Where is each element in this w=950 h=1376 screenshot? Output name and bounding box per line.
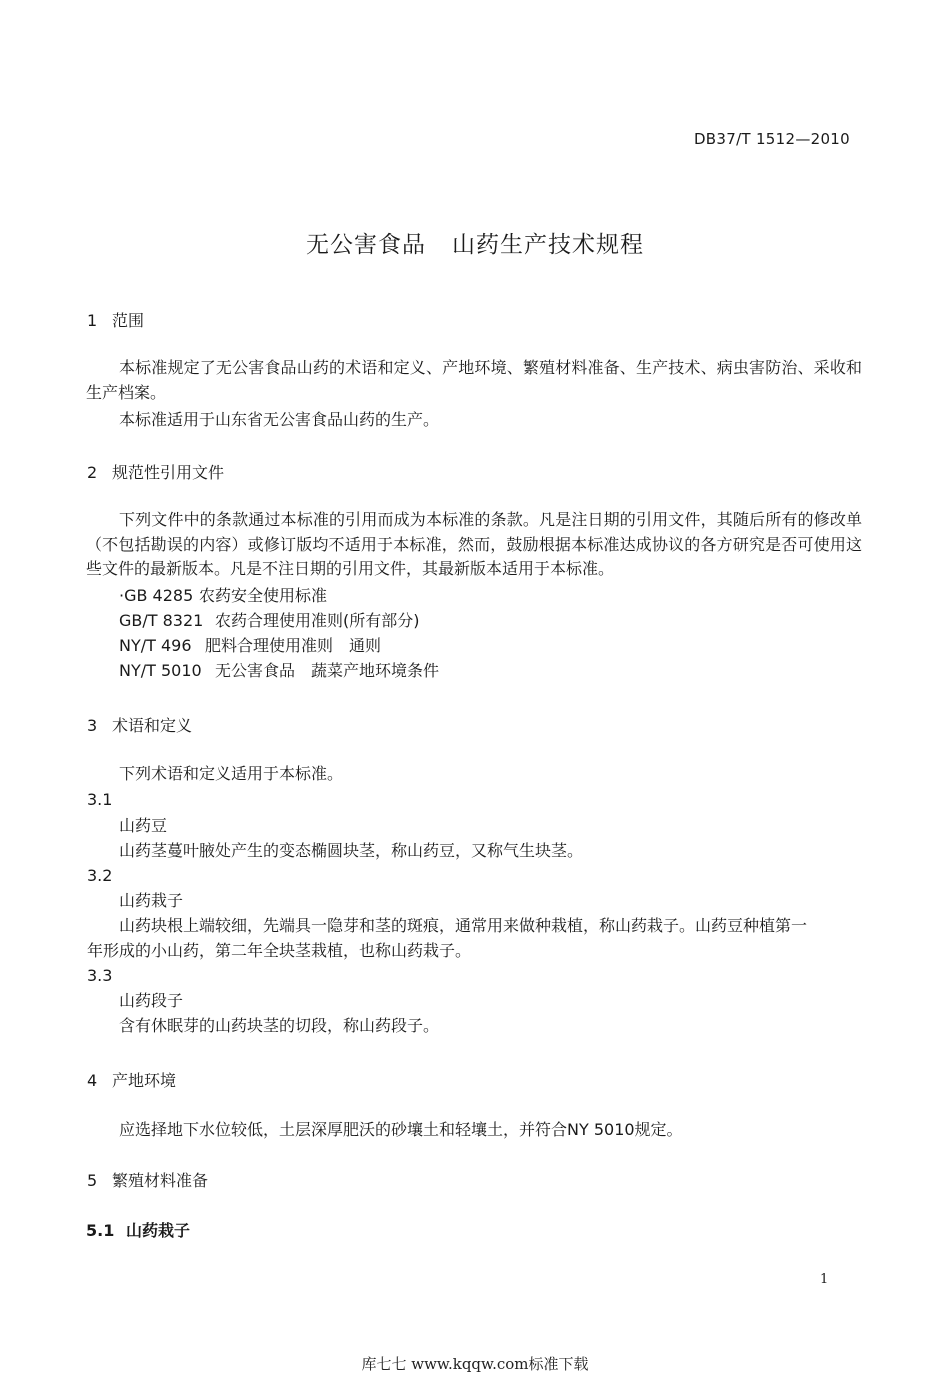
title-part-1: 无公害食品 — [306, 232, 426, 258]
section-number: 3 — [87, 716, 98, 735]
term-number: 3.3 — [87, 966, 113, 985]
section-5-heading — [87, 1168, 208, 1191]
section-title: 术语和定义 — [112, 716, 193, 735]
section-title: 产地环境 — [112, 1071, 177, 1090]
section-title: 范围 — [112, 311, 145, 330]
term-name: 山药栽子 — [119, 891, 184, 910]
footer-watermark: 库七七 www.kqqw.com标准下载 — [361, 1355, 589, 1373]
section-number: 2 — [87, 463, 98, 482]
section-title: 规范性引用文件 — [112, 463, 225, 482]
standard-code: DB37/T 1512—2010 — [693, 130, 850, 148]
document-title — [0, 226, 950, 259]
reference-title: 农药合理使用准则(所有部分) — [215, 611, 420, 630]
page-number: 1 — [820, 1272, 829, 1287]
term-number: 3.1 — [87, 790, 113, 809]
reference-code: NY/T 496 — [119, 636, 192, 655]
reference-title: 农药安全使用标准 — [199, 586, 328, 605]
section-3-heading — [87, 713, 192, 736]
section-number: 5 — [87, 1171, 98, 1190]
title-part-2: 山药生产技术规程 — [452, 232, 644, 258]
reference-code: NY/T 5010 — [119, 661, 202, 680]
reference-item — [119, 584, 327, 608]
section-1-paragraph-2: 本标准适用于山东省无公害食品山药的生产。 — [119, 410, 440, 429]
section-title: 繁殖材料准备 — [112, 1171, 209, 1190]
section-4-paragraph-1: 应选择地下水位较低，土层深厚肥沃的砂壤土和轻壤土，并符合NY 5010规定。 — [119, 1120, 683, 1139]
subsection-5-1-heading — [86, 1218, 190, 1241]
section-4-heading — [87, 1068, 176, 1091]
term-definition: 山药块根上端较细，先端具一隐芽和茎的斑痕，通常用来做种栽植，称山药栽子。山药豆种植第一 — [119, 916, 808, 935]
reference-item — [119, 634, 381, 658]
section-2-paragraph-1: 下列文件中的条款通过本标准的引用而成为本标准的条款。凡是注日期的引用文件，其随后所有的修改单（不包括勘误的内容）或修订版均不适用于本标准，然而，鼓励根据本标准达成协议的各方研究是否可使用这些文件的最新版本。凡是不注日期的引用文件，其最新版本适用于本标准。 — [86, 510, 862, 578]
section-number: 1 — [87, 311, 98, 330]
reference-item — [119, 659, 439, 683]
reference-title: 无公害食品 蔬菜产地环境条件 — [215, 661, 440, 680]
reference-code: ·GB 4285 — [119, 586, 194, 605]
reference-item — [119, 609, 420, 633]
section-3-intro: 下列术语和定义适用于本标准。 — [119, 764, 344, 783]
section-2-heading — [87, 460, 224, 483]
term-number: 3.2 — [87, 866, 113, 885]
reference-title: 肥料合理使用准则 通则 — [205, 636, 382, 655]
term-definition: 含有休眠芽的山药块茎的切段，称山药段子。 — [119, 1016, 440, 1035]
section-number: 4 — [87, 1071, 98, 1090]
section-1-paragraph-1: 本标准规定了无公害食品山药的术语和定义、产地环境、繁殖材料准备、生产技术、病虫害防治、采收和生产档案。 — [86, 358, 862, 402]
reference-code: GB/T 8321 — [119, 611, 204, 630]
term-name: 山药豆 — [119, 816, 168, 835]
term-definition-continued: 年形成的小山药，第二年全块茎栽植，也称山药栽子。 — [87, 941, 472, 960]
subsection-number: 5.1 — [86, 1221, 115, 1240]
term-name: 山药段子 — [119, 991, 184, 1010]
section-1-heading — [87, 308, 144, 331]
term-definition: 山药茎蔓叶腋处产生的变态椭圆块茎，称山药豆，又称气生块茎。 — [119, 841, 584, 860]
subsection-title: 山药栽子 — [126, 1221, 191, 1240]
